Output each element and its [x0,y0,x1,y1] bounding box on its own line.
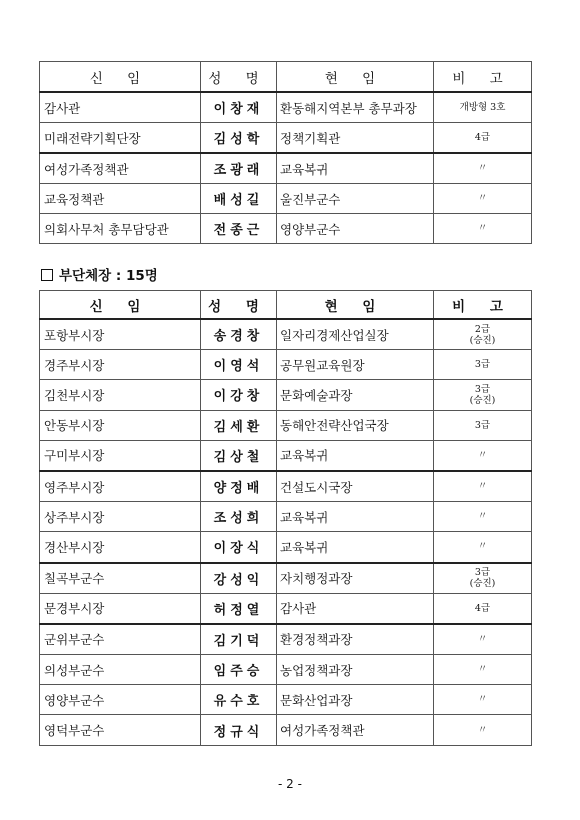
remarks-cell: 2급 (승진) [434,319,532,350]
new-position-cell: 여성가족정책관 [40,153,201,184]
header-name: 성 명 [201,62,277,93]
table-row [40,350,532,380]
table-row [40,214,532,244]
table-row [40,92,532,123]
current-position-cell: 울진부군수 [277,184,434,214]
person-name-cell: 이장식 [201,532,277,563]
table-row [40,624,532,655]
new-position-cell: 교육정책관 [40,184,201,214]
table-current-appointments [39,61,532,244]
current-position-cell: 공무원교육원장 [277,350,434,380]
current-position-cell: 동해안전략산업국장 [277,410,434,440]
remarks-cell: 〃 [434,715,532,745]
table-row [40,319,532,350]
table-row [40,123,532,154]
new-position-cell: 군위부군수 [40,624,201,655]
person-name-cell: 김세환 [201,410,277,440]
person-name-cell: 김성학 [201,123,277,154]
table-row [40,502,532,532]
new-position-cell: 구미부시장 [40,440,201,471]
header-remarks: 비 고 [434,291,532,320]
remarks-cell: 3급 [434,350,532,380]
new-position-cell: 문경부시장 [40,593,201,624]
header-current-position: 현 임 [277,291,434,320]
remarks-cell: 4급 [434,593,532,624]
new-position-cell: 영덕부군수 [40,715,201,745]
table-row [40,532,532,563]
person-name-cell: 배성길 [201,184,277,214]
table-row [40,563,532,594]
new-position-cell: 포항부시장 [40,319,201,350]
current-position-cell: 건설도시국장 [277,471,434,502]
table-row [40,471,532,502]
current-position-cell: 교육복귀 [277,532,434,563]
remarks-cell: 〃 [434,471,532,502]
remarks-cell: 〃 [434,532,532,563]
person-name-cell: 임주승 [201,655,277,685]
person-name-cell: 전종근 [201,214,277,244]
current-position-cell: 자치행정과장 [277,563,434,594]
section-title-vice-heads [41,264,158,284]
table-row [40,655,532,685]
person-name-cell: 조광래 [201,153,277,184]
remarks-cell: 개방형 3호 [434,92,532,123]
header-current-position: 현 임 [277,62,434,93]
person-name-cell: 유수호 [201,685,277,715]
new-position-cell: 상주부시장 [40,502,201,532]
person-name-cell: 조성희 [201,502,277,532]
current-position-cell: 교육복귀 [277,502,434,532]
current-position-cell: 일자리경제산업실장 [277,319,434,350]
person-name-cell: 정규식 [201,715,277,745]
new-position-cell: 칠곡부군수 [40,563,201,594]
current-position-cell: 문화예술과장 [277,380,434,410]
header-remarks: 비 고 [434,62,532,93]
new-position-cell: 영양부군수 [40,685,201,715]
table-row [40,593,532,624]
checkbox-square-icon [41,269,53,281]
remarks-cell: 〃 [434,214,532,244]
person-name-cell: 김상철 [201,440,277,471]
current-position-cell: 교육복귀 [277,440,434,471]
table-row [40,410,532,440]
current-position-cell: 환경정책과장 [277,624,434,655]
table-row [40,715,532,745]
new-position-cell: 경산부시장 [40,532,201,563]
new-position-cell: 감사관 [40,92,201,123]
new-position-cell: 김천부시장 [40,380,201,410]
current-position-cell: 교육복귀 [277,153,434,184]
new-position-cell: 경주부시장 [40,350,201,380]
header-new-position: 신 임 [40,291,201,320]
remarks-cell: 〃 [434,153,532,184]
table-header-row [40,62,532,93]
person-name-cell: 이영석 [201,350,277,380]
table-row [40,440,532,471]
person-name-cell: 이강창 [201,380,277,410]
remarks-cell: 〃 [434,685,532,715]
remarks-cell: 〃 [434,184,532,214]
new-position-cell: 의회사무처 총무담당관 [40,214,201,244]
table-row [40,685,532,715]
header-new-position: 신 임 [40,62,201,93]
person-name-cell: 허정열 [201,593,277,624]
remarks-cell: 4급 [434,123,532,154]
person-name-cell: 김기덕 [201,624,277,655]
person-name-cell: 이창재 [201,92,277,123]
person-name-cell: 강성익 [201,563,277,594]
person-name-cell: 송경창 [201,319,277,350]
new-position-cell: 안동부시장 [40,410,201,440]
new-position-cell: 영주부시장 [40,471,201,502]
current-position-cell: 영양부군수 [277,214,434,244]
section-title-text: 부단체장 : 15명 [59,268,158,284]
remarks-cell: 3급 [434,410,532,440]
current-position-cell: 정책기획관 [277,123,434,154]
remarks-cell: 〃 [434,624,532,655]
new-position-cell: 미래전략기획단장 [40,123,201,154]
remarks-cell: 〃 [434,655,532,685]
current-position-cell: 농업정책과장 [277,655,434,685]
remarks-cell: 3급 (승진) [434,380,532,410]
current-position-cell: 환동해지역본부 총무과장 [277,92,434,123]
remarks-cell: 3급 (승진) [434,563,532,594]
page-number: - 2 - [278,777,302,791]
remarks-cell: 〃 [434,440,532,471]
current-position-cell: 문화산업과장 [277,685,434,715]
person-name-cell: 양정배 [201,471,277,502]
table-row [40,153,532,184]
current-position-cell: 감사관 [277,593,434,624]
table-row [40,380,532,410]
table-row [40,184,532,214]
header-name: 성 명 [201,291,277,320]
table-vice-heads [39,290,532,746]
new-position-cell: 의성부군수 [40,655,201,685]
remarks-cell: 〃 [434,502,532,532]
current-position-cell: 여성가족정책관 [277,715,434,745]
table-header-row [40,291,532,320]
